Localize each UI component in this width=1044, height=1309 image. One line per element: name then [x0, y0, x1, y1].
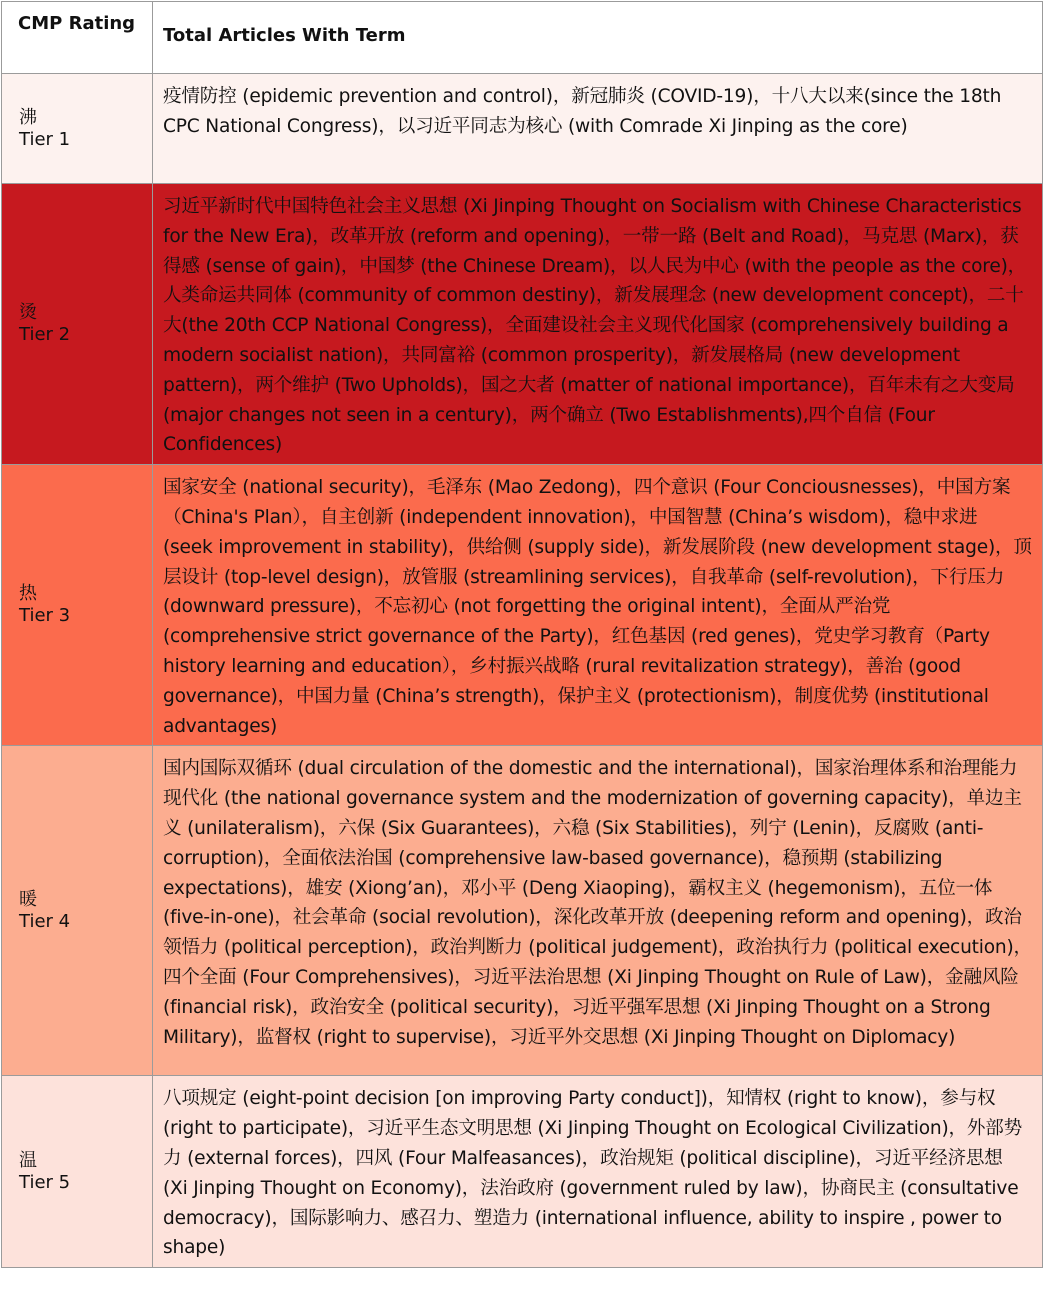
table-row-tier-3: [2, 465, 1043, 746]
rating-cell-tier-2: [2, 184, 153, 465]
rating-cell-tier-5: [2, 1076, 153, 1268]
table-header-row: [2, 2, 1043, 74]
table-row-tier-2: [2, 184, 1043, 465]
rating-cell-tier-4: [2, 746, 153, 1076]
terms-cell-tier-2: 习近平新时代中国特色社会主义思想 (Xi Jinping Thought on Socialism with Chinese Characteristics for the New Era)，改革开放 (reform and opening)，一带一路 (Belt and Road)，马克思 (Marx)，获得感 (sense of gain)，中国梦 (the Chinese Dream)，以人民为中心 (with the people as the core)，人类命运共同体 (community of common destiny)，新发展理念 (new development concept)，二十大(the 20th CCP National Congress)，全面建设社会主义现代化国家 (comprehensively building a modern socialist nation)，共同富裕 (common prosperity)，新发展格局 (new development pattern)，两个维护 (Two Upholds)，国之大者 (matter of national importance)，百年未有之大变局 (major changes not seen in a century)，两个确立 (Two Establishments),四个自信 (Four Confidences): [153, 184, 1043, 465]
terms-cell-tier-1: 疫情防控 (epidemic prevention and control)，新冠肺炎 (COVID-19)，十八大以来(since the 18th CPC National Congress)，以习近平同志为核心 (with Comrade Xi Jinping as the core): [153, 74, 1043, 184]
cmp-rating-table: [1, 1, 1043, 1268]
rating-tier-label: Tier 4: [19, 910, 71, 932]
header-total-articles: Total Articles With Term: [153, 2, 1043, 74]
rating-tier-label: Tier 1: [19, 128, 71, 150]
table-row-tier-4: [2, 746, 1043, 1076]
header-cmp-rating: CMP Rating: [2, 2, 153, 74]
terms-cell-tier-5: 八项规定 (eight-point decision [on improving Party conduct])，知情权 (right to know)，参与权 (right to participate)，习近平生态文明思想 (Xi Jinping Thought on Ecological Civilization)，外部势力 (external forces)，四风 (Four Malfeasances)，政治规矩 (political discipline)，习近平经济思想 (Xi Jinping Thought on Economy)，法治政府 (government ruled by law)，协商民主 (consultative democracy)，国际影响力、感召力、塑造力 (international influence, ability to inspire , power to shape): [153, 1076, 1043, 1268]
table-row-tier-1: [2, 74, 1043, 184]
rating-symbol: 烫: [19, 302, 37, 324]
rating-symbol: 沸: [19, 106, 37, 128]
rating-tier-label: Tier 3: [19, 605, 71, 627]
rating-symbol: 温: [19, 1149, 37, 1171]
rating-tier-label: Tier 5: [19, 1171, 71, 1193]
rating-symbol: 暖: [19, 888, 37, 910]
rating-cell-tier-1: [2, 74, 153, 184]
rating-tier-label: Tier 2: [19, 324, 71, 346]
terms-cell-tier-4: 国内国际双循环 (dual circulation of the domestic and the international)，国家治理体系和治理能力现代化 (the national governance system and the modernization of governing capacity)，单边主义 (unilateralism)，六保 (Six Guarantees)，六稳 (Six Stabilities)，列宁 (Lenin)，反腐败 (anti-corruption)，全面依法治国 (comprehensive law-based governance)，稳预期 (stabilizing expectations)，雄安 (Xiong’an)，邓小平 (Deng Xiaoping)，霸权主义 (hegemonism)，五位一体 (five-in-one)，社会革命 (social revolution)，深化改革开放 (deepening reform and opening)，政治领悟力 (political perception)，政治判断力 (political judgement)，政治执行力 (political execution)，四个全面 (Four Comprehensives)，习近平法治思想 (Xi Jinping Thought on Rule of Law)，金融风险 (financial risk)，政治安全 (political security)，习近平强军思想 (Xi Jinping Thought on a Strong Military)，监督权 (right to supervise)，习近平外交思想 (Xi Jinping Thought on Diplomacy): [153, 746, 1043, 1076]
table-row-tier-5: [2, 1076, 1043, 1268]
rating-cell-tier-3: [2, 465, 153, 746]
terms-cell-tier-3: 国家安全 (national security)，毛泽东 (Mao Zedong)，四个意识 (Four Conciousnesses)，中国方案（China's Plan），自主创新 (independent innovation)，中国智慧 (China’s wisdom)，稳中求进 (seek improvement in stability)，供给侧 (supply side)，新发展阶段 (new development stage)，顶层设计 (top-level design)，放管服 (streamlining services)，自我革命 (self-revolution)，下行压力 (downward pressure)，不忘初心 (not forgetting the original intent)，全面从严治党 (comprehensive strict governance of the Party)，红色基因 (red genes)，党史学习教育（Party history learning and education），乡村振兴战略 (rural revitalization strategy)，善治 (good governance)，中国力量 (China’s strength)，保护主义 (protectionism)，制度优势 (institutional advantages): [153, 465, 1043, 746]
rating-symbol: 热: [19, 583, 37, 605]
